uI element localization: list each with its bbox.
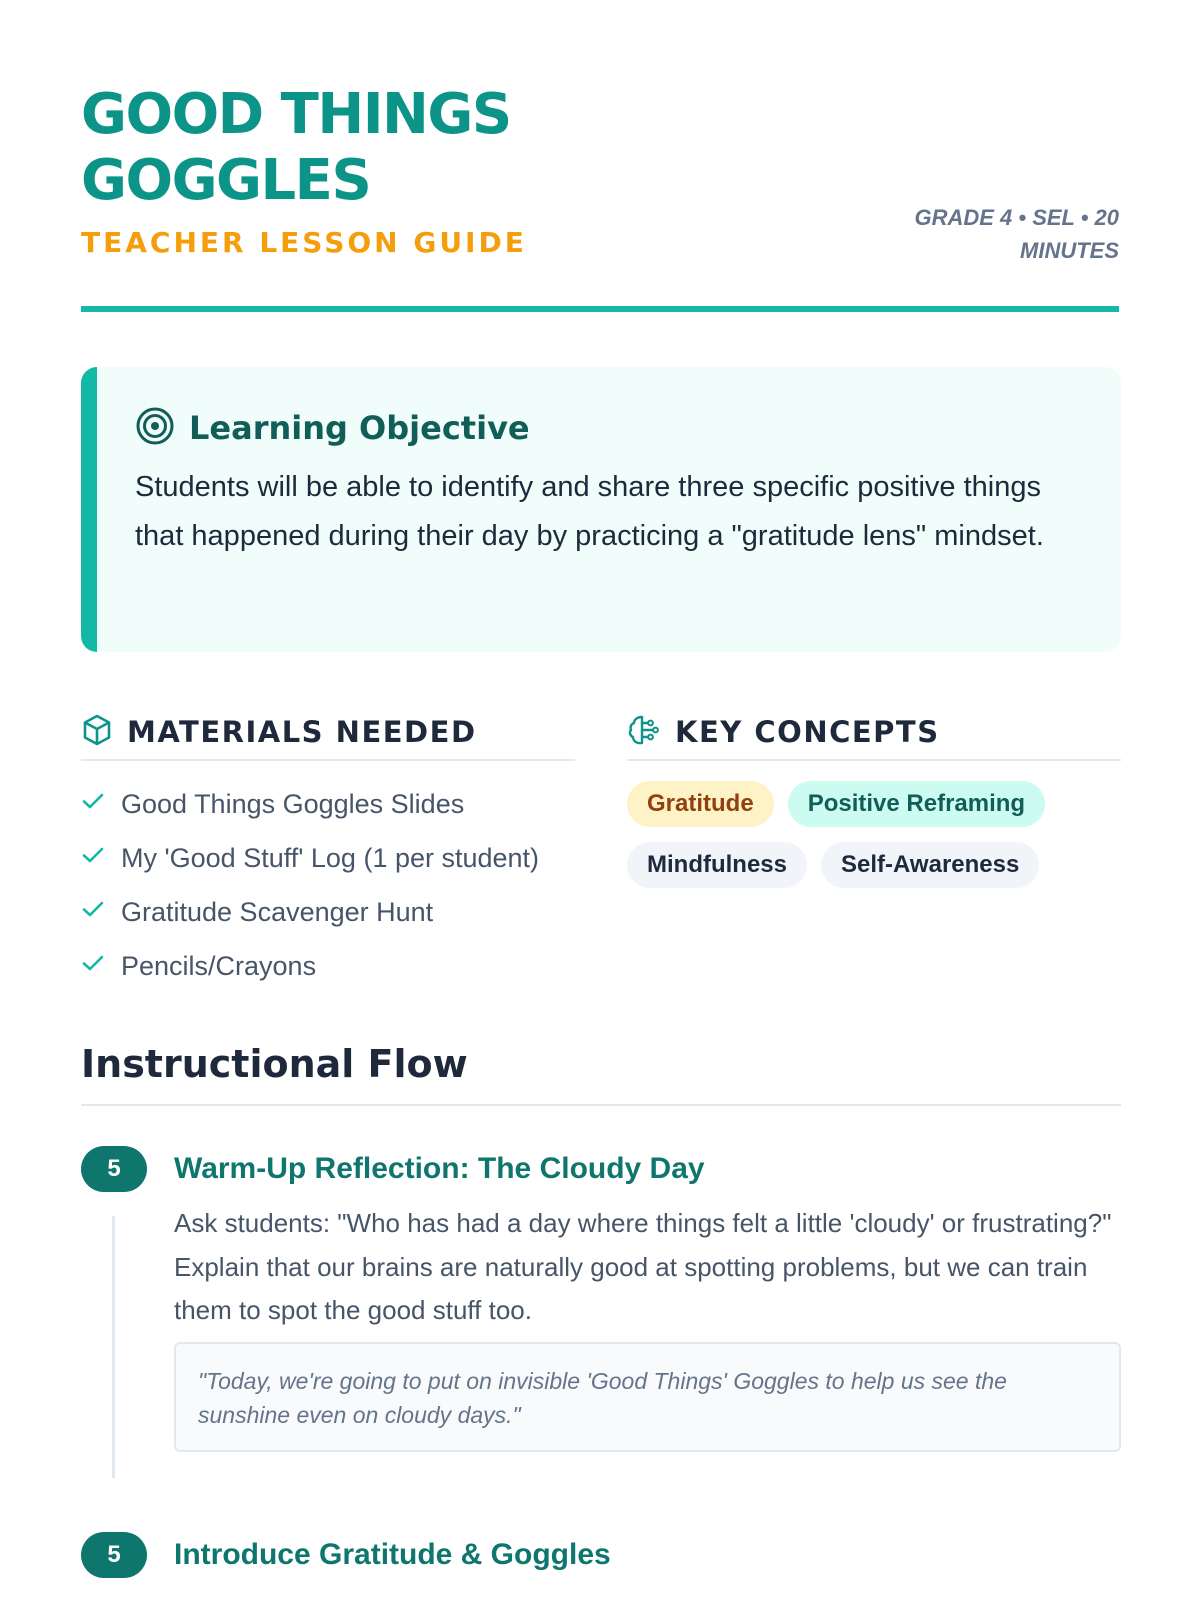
flow-title: Instructional Flow <box>81 1036 1121 1106</box>
concepts-header <box>627 705 1121 761</box>
page-title <box>81 82 511 214</box>
step-timeline-line <box>112 1216 115 1478</box>
flow-step <box>81 1146 1121 1516</box>
step-minutes-badge: 5 <box>81 1146 147 1192</box>
lesson-meta-line-1: GRADE 4 • SEL • 20 <box>914 205 1119 230</box>
target-icon <box>135 406 175 451</box>
check-icon <box>81 789 105 820</box>
materials-header <box>81 705 575 761</box>
box-icon <box>81 713 113 752</box>
flow-step <box>81 1532 1121 1600</box>
check-icon <box>81 951 105 982</box>
materials-concepts-section <box>81 705 1121 1005</box>
materials-list <box>81 777 575 993</box>
objective-title: Learning Objective <box>189 409 530 447</box>
concept-tag: Gratitude <box>627 781 774 827</box>
concepts-column <box>627 705 1121 888</box>
list-item <box>81 939 575 993</box>
title-line-2: GOGGLES <box>81 148 371 213</box>
material-label: Good Things Goggles Slides <box>121 788 465 819</box>
brain-icon <box>627 713 661 752</box>
list-item <box>81 885 575 939</box>
materials-column <box>81 705 575 993</box>
instructional-flow <box>81 1036 1121 1571</box>
concept-tag: Self-Awareness <box>821 842 1039 888</box>
step-minutes-badge: 5 <box>81 1532 147 1578</box>
page-subtitle: TEACHER LESSON GUIDE <box>81 226 527 259</box>
step-description: Ask students: "Who has had a day where things felt a little 'cloudy' or frustrating?" Explain that our brains are naturally good at spotting problems, but we can train them to spot the good stuff too. <box>174 1208 1112 1325</box>
page-header <box>81 0 1119 312</box>
concept-tag: Mindfulness <box>627 842 807 888</box>
step-title: Warm-Up Reflection: The Cloudy Day <box>174 1152 705 1185</box>
learning-objective-card <box>81 367 1121 652</box>
check-icon <box>81 897 105 928</box>
material-label: My 'Good Stuff' Log (1 per student) <box>121 842 540 873</box>
material-label: Gratitude Scavenger Hunt <box>121 896 434 927</box>
concepts-title: KEY CONCEPTS <box>675 715 940 749</box>
step-title: Introduce Gratitude & Goggles <box>174 1538 611 1571</box>
concept-tag: Positive Reframing <box>788 781 1045 827</box>
objective-header <box>135 405 1081 451</box>
list-item <box>81 777 575 831</box>
title-line-1: GOOD THINGS <box>81 82 511 147</box>
check-icon <box>81 843 105 874</box>
concept-tags <box>627 781 1121 888</box>
materials-title: MATERIALS NEEDED <box>127 715 477 749</box>
objective-text: Students will be able to identify and share three specific positive things that happened during their day by practicing a "gratitude lens" mindset. <box>135 471 1044 552</box>
list-item <box>81 831 575 885</box>
lesson-meta-line-2: MINUTES <box>1020 238 1119 263</box>
step-teacher-script: "Today, we're going to put on invisible 'Good Things' Goggles to help us see the sunshine even on cloudy days." <box>174 1342 1121 1452</box>
material-label: Pencils/Crayons <box>121 950 317 981</box>
lesson-meta <box>859 201 1119 267</box>
